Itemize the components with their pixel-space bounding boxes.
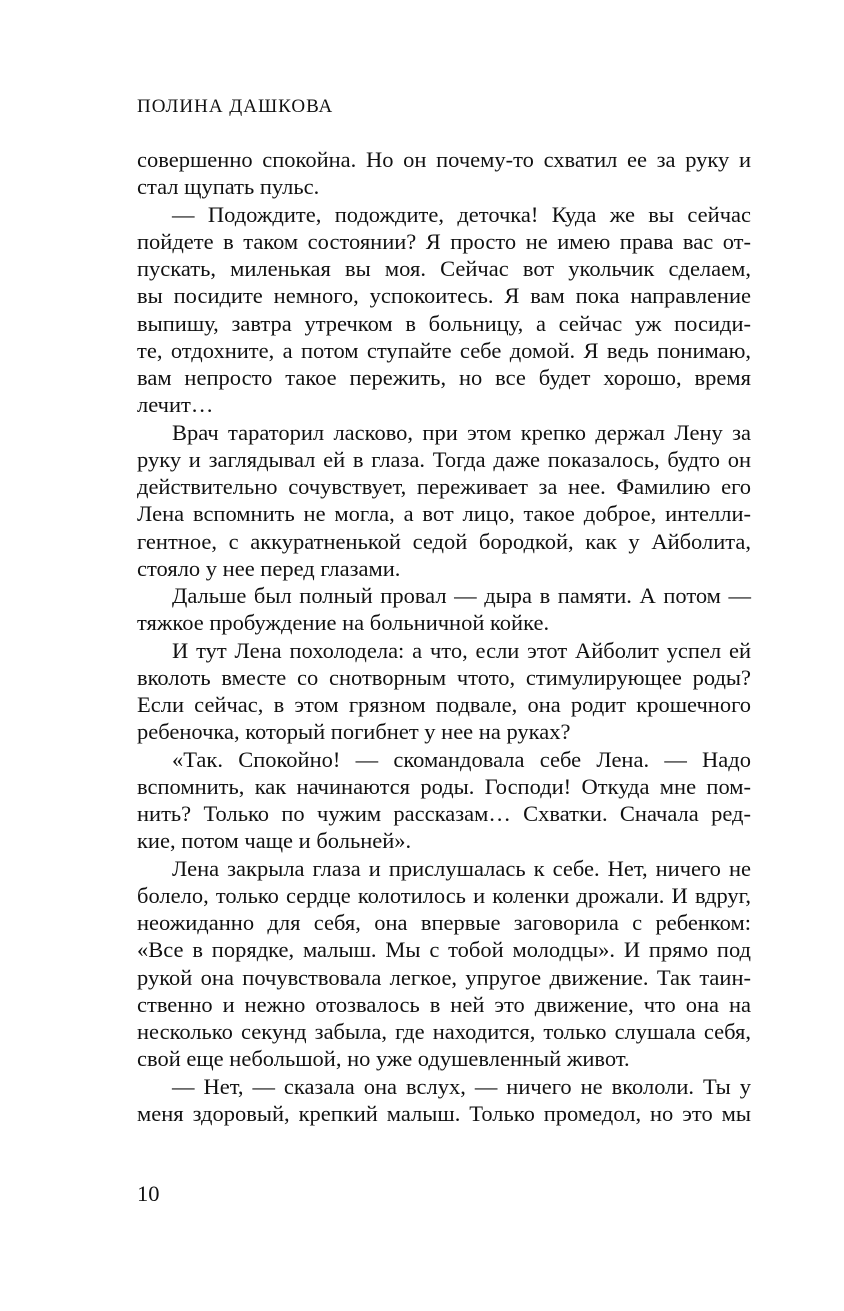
text-line: пойдете в таком состоянии? Я просто не имею права вас от- bbox=[137, 228, 751, 254]
text-line: те, отдохните, а потом ступайте себе домой. Я ведь понимаю, bbox=[137, 337, 751, 363]
text-line: кие, потом чаще и больней». bbox=[137, 828, 412, 854]
text-line: действительно сочувствует, переживает за нее. Фамилию его bbox=[137, 474, 751, 499]
text-line: «Так. Спокойно! — скомандовала себе Лена. — Надо bbox=[172, 746, 751, 772]
running-head: ПОЛИНА ДАШКОВА bbox=[137, 96, 334, 117]
text-line: Лена вспомнить не могла, а вот лицо, такое доброе, интелли- bbox=[137, 501, 751, 527]
text-line: свой еще небольшой, но уже одушевленный живот. bbox=[137, 1046, 630, 1072]
text-line: выпишу, завтра утречком в больницу, а сейчас уж посиди- bbox=[137, 310, 751, 336]
text-line: Врач тараторил ласково, при этом крепко держал Лену за bbox=[172, 419, 751, 445]
text-line: — Подождите, подождите, деточка! Куда же вы сейчас bbox=[172, 201, 751, 227]
text-line: вы посидите немного, успокоитесь. Я вам пока направление bbox=[137, 283, 751, 309]
text-line: вспомнить, как начинаются роды. Господи! Откуда мне пом- bbox=[137, 773, 751, 799]
text-line: гентное, с аккуратненькой седой бородкой, как у Айболита, bbox=[137, 528, 751, 554]
text-line: стояло у нее перед глазами. bbox=[137, 555, 401, 581]
text-line: нить? Только по чужим рассказам… Схватки. Сначала ред- bbox=[137, 801, 751, 826]
page-number: 10 bbox=[137, 1181, 160, 1206]
text-line: болело, только сердце колотилось и коленки дрожали. И вдруг, bbox=[137, 882, 751, 908]
text-line: вколоть вместе со снотворным чтото, стимулирующее роды? bbox=[137, 664, 751, 690]
text-line: — Нет, — сказала она вслух, — ничего не вкололи. Ты у bbox=[172, 1073, 751, 1099]
body-text bbox=[137, 146, 751, 1127]
text-line: ребеночка, который погибнет у нее на руках? bbox=[137, 719, 571, 745]
text-line: «Все в порядке, малыш. Мы с тобой молодцы». И прямо под bbox=[137, 937, 751, 963]
text-line: вам непросто такое пережить, но все будет хорошо, время bbox=[137, 365, 751, 390]
text-line: несколько секунд забыла, где находится, только слушала себя, bbox=[137, 1019, 751, 1044]
text-line: лечит… bbox=[137, 392, 214, 418]
text-line: И тут Лена похолодела: а что, если этот Айболит успел ей bbox=[172, 637, 751, 663]
text-line: Если сейчас, в этом грязном подвале, она родит крошечного bbox=[137, 692, 751, 717]
text-line: совершенно спокойна. Но он почему-то схватил ее за руку и bbox=[137, 147, 751, 172]
text-line: стал щупать пульс. bbox=[137, 174, 320, 200]
text-line: Дальше был полный провал — дыра в памяти. А потом — bbox=[172, 583, 751, 608]
text-line: пускать, миленькая вы моя. Сейчас вот укольчик сделаем, bbox=[137, 256, 751, 281]
text-line: меня здоровый, крепкий малыш. Только промедол, но это мы bbox=[137, 1100, 751, 1126]
text-line: неожиданно для себя, она впервые заговорила с ребенком: bbox=[137, 910, 751, 935]
text-line: тяжкое пробуждение на больничной койке. bbox=[137, 610, 550, 636]
text-line: Лена закрыла глаза и прислушалась к себе. Нет, ничего не bbox=[172, 855, 751, 881]
text-line: ственно и нежно отозвалось в ней это движение, что она на bbox=[137, 991, 751, 1017]
text-line: рукой она почувствовала легкое, упругое движение. Так таин- bbox=[137, 964, 751, 990]
text-line: руку и заглядывал ей в глаза. Тогда даже показалось, будто он bbox=[137, 446, 751, 472]
